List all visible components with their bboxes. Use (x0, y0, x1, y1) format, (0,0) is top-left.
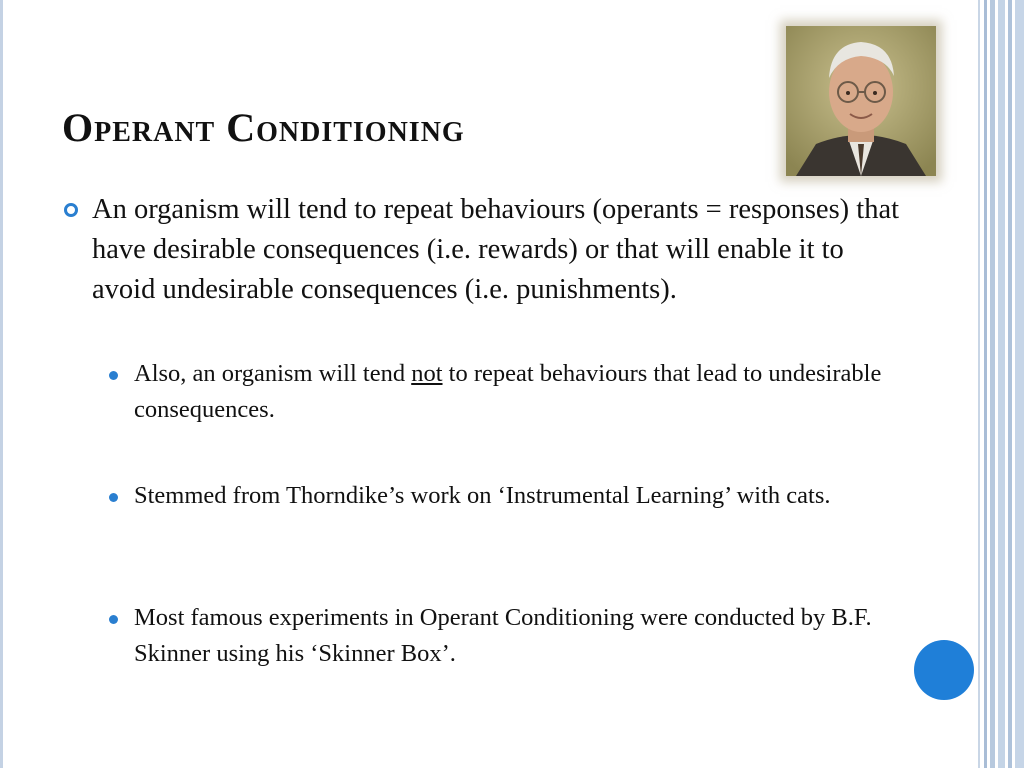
decorative-circle (914, 640, 974, 700)
sub-bullet-1 (134, 356, 924, 428)
decorative-stripe (978, 0, 980, 768)
bullet-ring-icon (64, 203, 78, 217)
bullet-dot-icon (109, 493, 118, 502)
bullet-dot-icon (109, 371, 118, 380)
sub-bullet-1-before: Also, an organism will tend (134, 360, 412, 387)
sub-bullet-3: Most famous experiments in Operant Conditioning were conducted by B.F. Skinner using his ‘Skinner Box’. (134, 604, 872, 667)
portrait-photo (786, 26, 936, 176)
decorative-stripe (1015, 0, 1024, 768)
bullet-dot-icon (109, 615, 118, 624)
decorative-stripe (1008, 0, 1012, 768)
decorative-stripe (990, 0, 995, 768)
decorative-stripe (998, 0, 1005, 768)
sub-bullet-2: Stemmed from Thorndike’s work on ‘Instrumental Learning’ with cats. (134, 482, 831, 509)
sub-bullet-1-after: to repeat behaviours that lead to undesirable consequences. (134, 360, 882, 423)
decorative-stripe (984, 0, 987, 768)
slide-title: Operant Conditioning (62, 105, 465, 150)
left-border (0, 0, 3, 768)
main-bullet-text: An organism will tend to repeat behaviours (operants = responses) that have desirable consequences (i.e. rewards) or that will enable it to avoid undesirable consequences (i.e. punishments). (92, 194, 900, 305)
sub-bullet-1-underlined: not (411, 360, 443, 387)
